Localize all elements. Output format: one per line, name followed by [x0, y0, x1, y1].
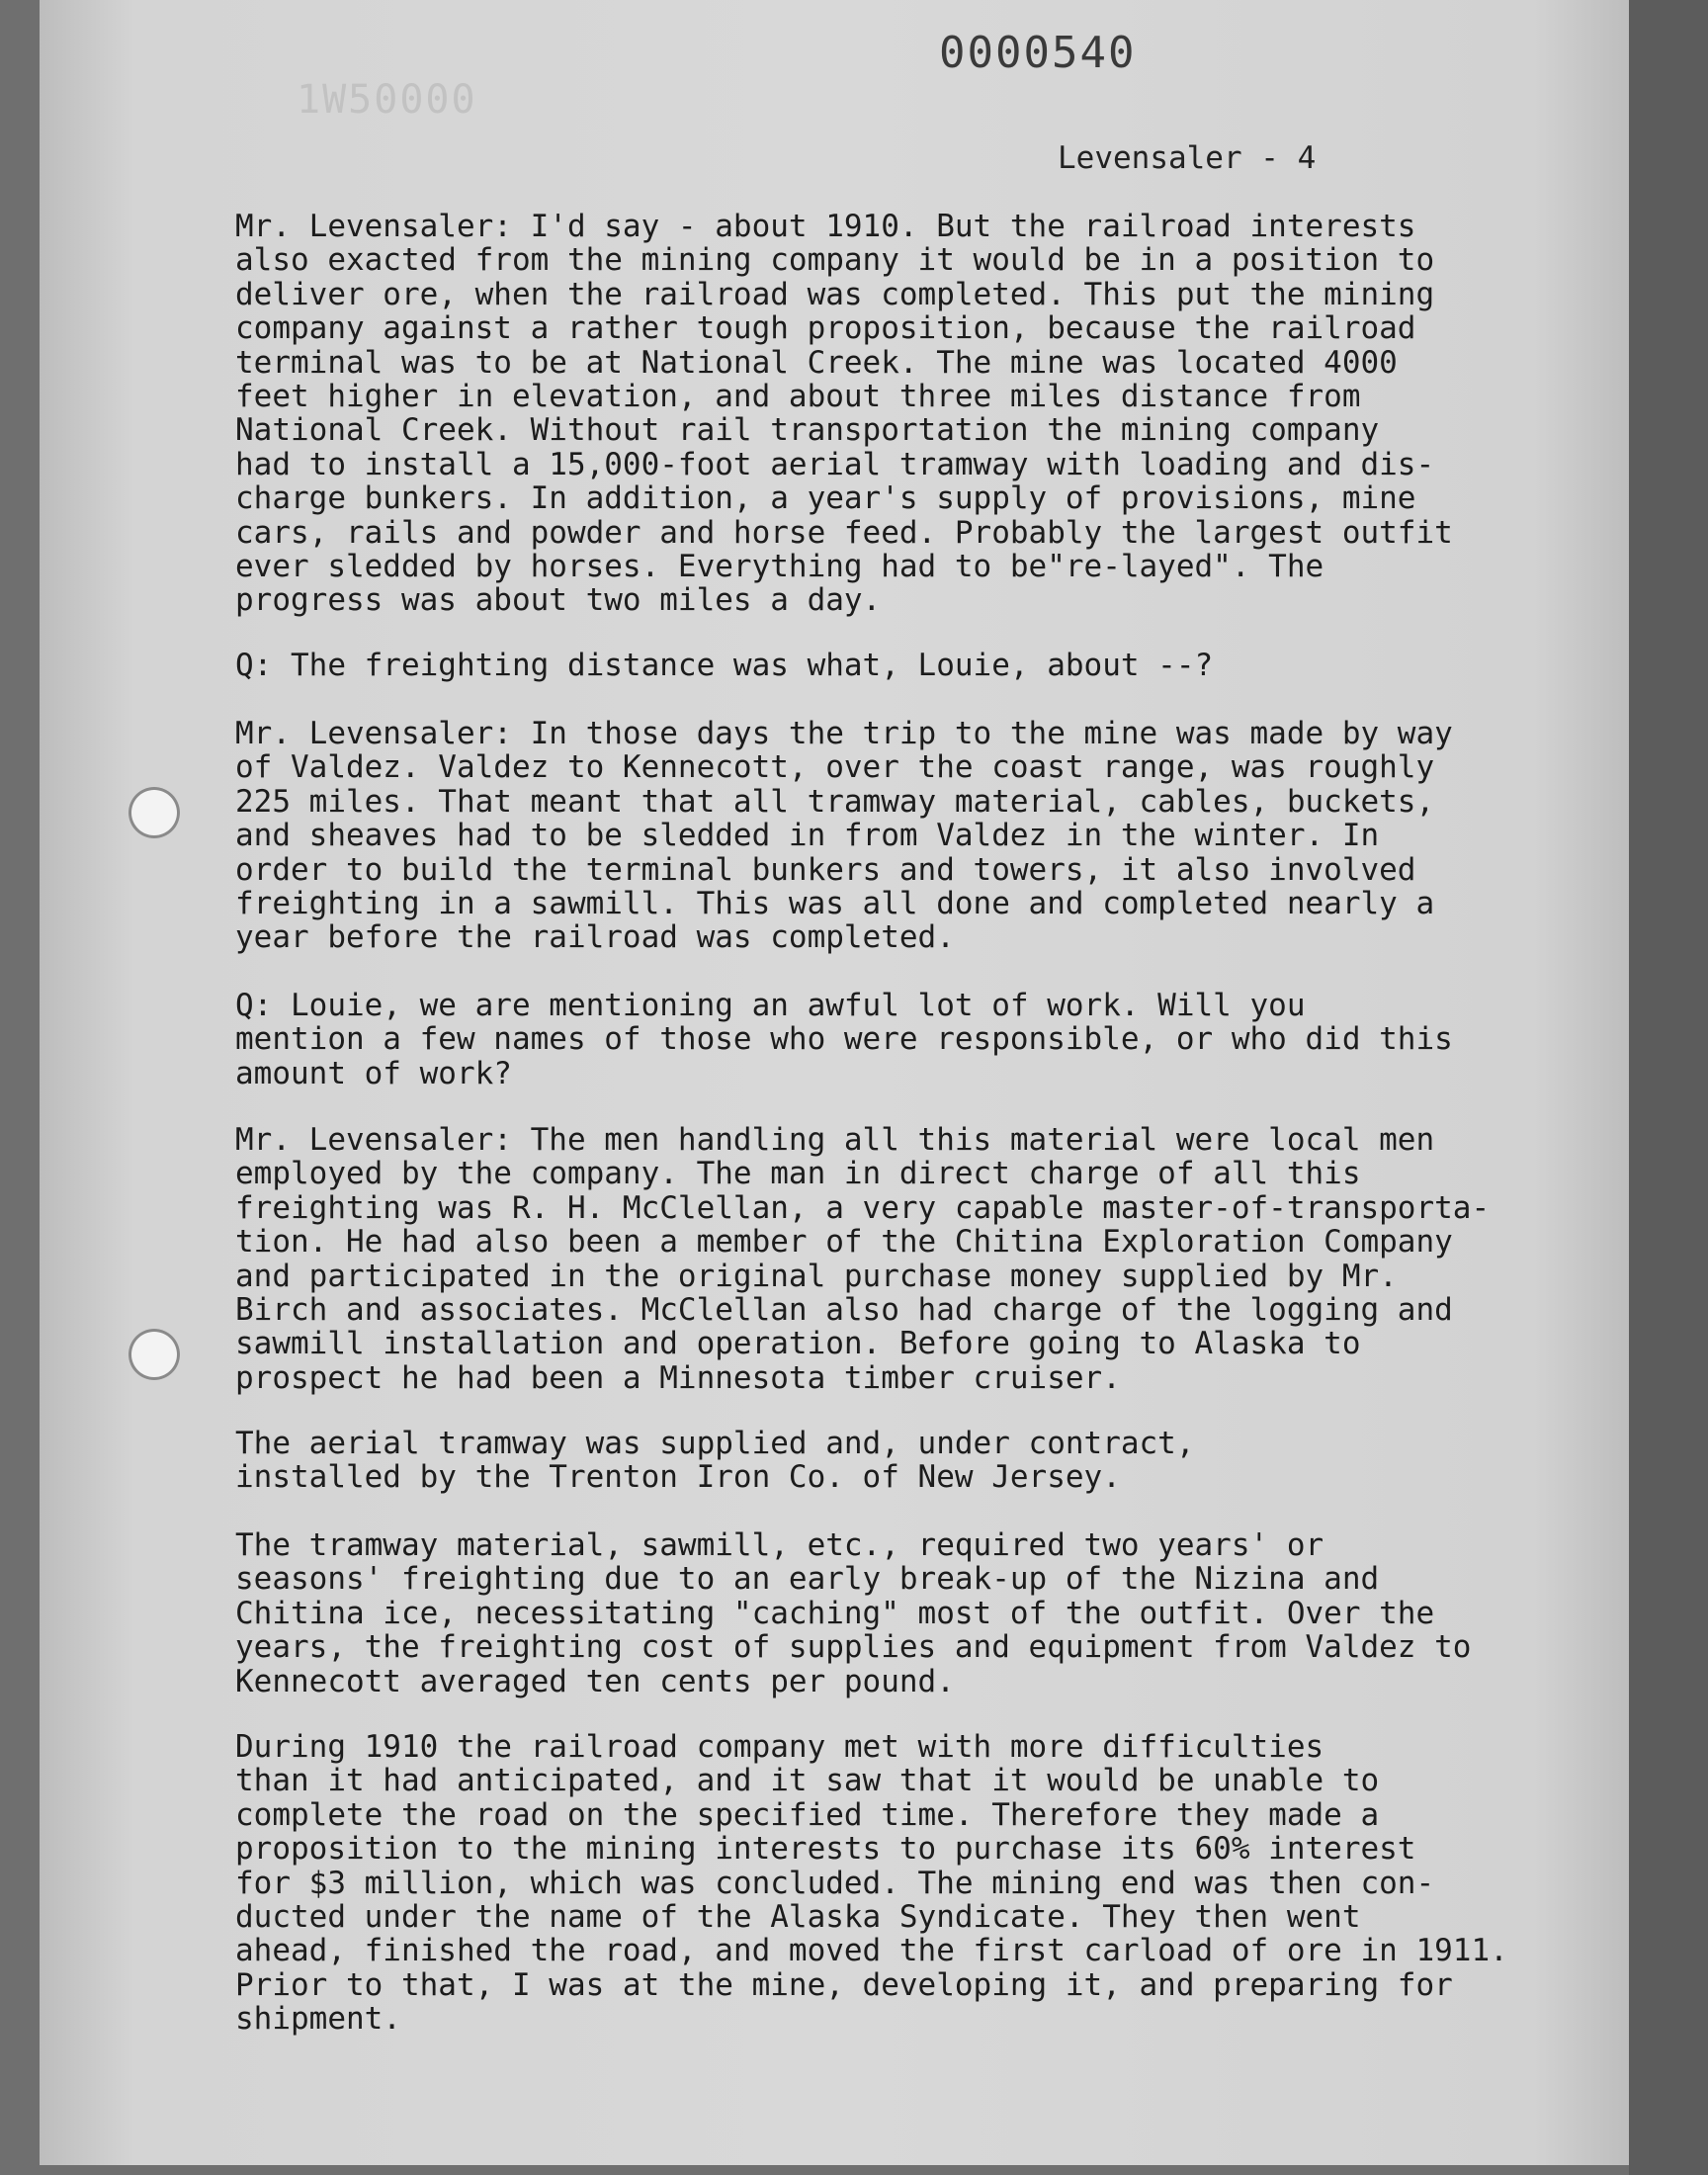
punch-hole-icon: [128, 787, 180, 838]
paragraph-answer-3: Mr. Levensaler: The men handling all this material were local men employed by the company. The man in direct charge of all this freighting was R. H. McClellan, a very capable master-of-transporta- tion. He had also been a member of the Chitina Exploration Company and participated in the original purchase money supplied by Mr. Birch and associates. McClellan also had charge of the logging and sawmill installation and operation. Before going to Alaska to prospect he had been a Minnesota timber cruiser.: [235, 1122, 1491, 1396]
document-page: [40, 0, 1629, 2165]
paragraph-answer-1: Mr. Levensaler: I'd say - about 1910. But the railroad interests also exacted from the mining company it would be in a position to deliver ore, when the railroad was completed. This put the mining company against a rather tough proposition, because the railroad terminal was to be at National Creek. The mine was located 4000 feet higher in elevation, and about three miles distance from National Creek. Without rail transportation the mining company had to install a 15,000-foot aerial tramway with loading and dis- charge bunkers. In addition, a year's supply of provisions, mine cars, rails and powder and horse feed. Probably the largest outfit ever sledded by horses. Everything had to be"re-layed". The progress was about two miles a day.: [235, 209, 1453, 619]
ghost-stamp: 1W50000: [297, 77, 477, 123]
punch-hole-icon: [128, 1329, 180, 1380]
document-number-stamp: 0000540: [939, 28, 1137, 78]
paragraph-railroad: During 1910 the railroad company met with more difficulties than it had anticipated, and it saw that it would be unable to complete the road on the specified time. Therefore they made a proposition to the mining interests to purchase its 60% interest for $3 million, which was concluded. The mining end was then con- ducted under the name of the Alaska Syndicate. They then went ahead, finished the road, and moved the first carload of ore in 1911. Prior to that, I was at the mine, developing it, and preparing for shipment.: [235, 1729, 1508, 2038]
paragraph-answer-2: Mr. Levensaler: In those days the trip to the mine was made by way of Valdez. Valdez to Kennecott, over the coast range, was roughly 225 miles. That meant that all tramway material, cables, buckets, and sheaves had to be sledded in from Valdez in the winter. In order to build the terminal bunkers and towers, it also involved freighting in a sawmill. This was all done and completed nearly a year before the railroad was completed.: [235, 716, 1453, 956]
scan-edge: [1629, 0, 1708, 2175]
paragraph-question-2: Q: Louie, we are mentioning an awful lot of work. Will you mention a few names of those who were responsible, or who did this amount of work?: [235, 988, 1453, 1091]
page-header: Levensaler - 4: [1058, 140, 1317, 176]
paragraph-question-1: Q: The freighting distance was what, Louie, about --?: [235, 648, 1214, 683]
paragraph-tramway: The aerial tramway was supplied and, under contract, installed by the Trenton Iron Co. of New Jersey.: [235, 1426, 1195, 1496]
paragraph-freighting: The tramway material, sawmill, etc., required two years' or seasons' freighting due to an early break-up of the Nizina and Chitina ice, necessitating "caching" most of the outfit. Over the years, the freighting cost of supplies and equipment from Valdez to Kennecott averaged ten cents per pound.: [235, 1527, 1472, 1699]
